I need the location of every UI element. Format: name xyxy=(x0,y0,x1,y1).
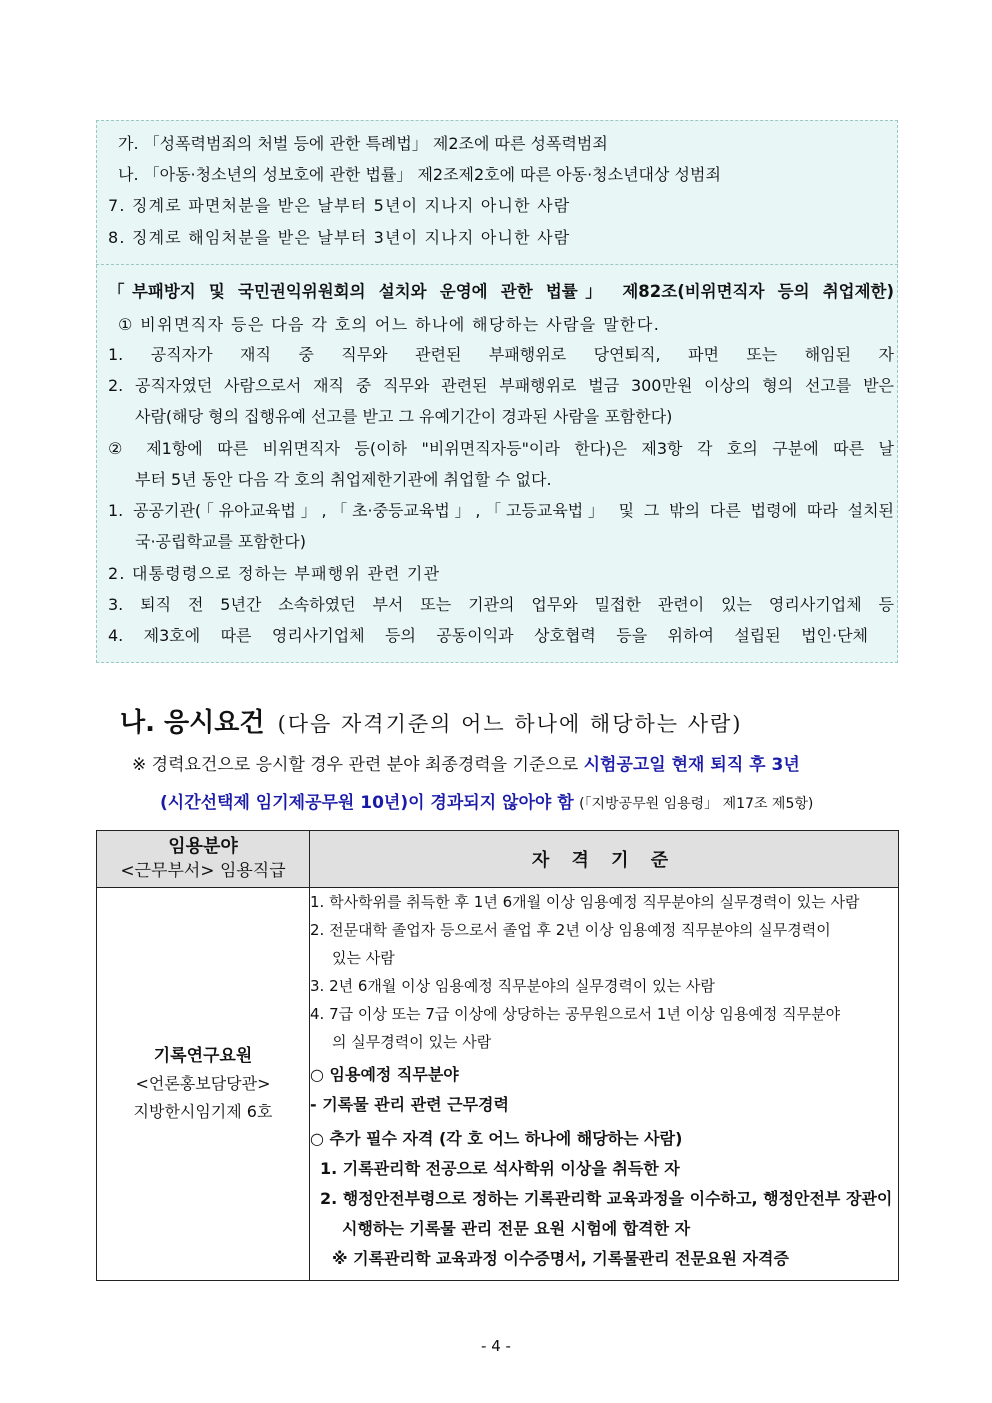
table-row xyxy=(97,888,899,1281)
law-item-p2: 2. 대통령령으로 정하는 부패행위 관련 기관 xyxy=(108,564,441,583)
extra-note: ※ 기록관리학 교육과정 이수증명서, 기록물관리 전문요원 자격증 xyxy=(332,1249,789,1268)
field-name: 기록연구요원 xyxy=(153,1046,253,1066)
law-item-1: 1. 공직자가 재직 중 직무와 관련된 부패행위로 당연퇴직, 파면 또는 해임된 자 xyxy=(108,345,894,364)
law-item-2: 2. 공직자였던 사람으로서 재직 중 직무와 관련된 부패행위로 벌금 300만원 이상의 형의 선고를 받은 xyxy=(108,376,894,395)
law-line-7: 7. 징계로 파면처분을 받은 날부터 5년이 지나지 아니한 사람 xyxy=(108,196,571,215)
law-line-na: 나. 「아동·청소년의 성보호에 관한 법률」 제2조제2호에 따른 아동·청소년대상 성범죄 xyxy=(118,165,721,184)
header-field xyxy=(97,831,310,888)
criteria-cell xyxy=(310,888,899,1281)
field-grade: 지방한시임기제 6호 xyxy=(133,1102,273,1121)
law-item-circle-2-cont: 부터 5년 동안 다음 각 호의 취업제한기관에 취업할 수 없다. xyxy=(135,470,552,489)
law-line-ga: 가. 「성폭력범죄의 처벌 등에 관한 특례법」 제2조에 따른 성폭력범죄 xyxy=(118,134,608,153)
law-line-8: 8. 징계로 해임처분을 받은 날부터 3년이 지나지 아니한 사람 xyxy=(108,228,571,247)
law-item-p3: 3. 퇴직 전 5년간 소속하였던 부서 또는 기관의 업무와 밀접한 관련이 있는 영리사기업체 등 xyxy=(108,595,894,614)
law-title: 「부패방지 및 국민권익위원회의 설치와 운영에 관한 법률」 제82조(비위면직자 등의 취업제한) xyxy=(108,282,894,301)
notice-prefix: ※ 경력요건으로 응시할 경우 관련 분야 최종경력을 기준으로 xyxy=(132,755,579,775)
field-dept: <언론홍보담당관> xyxy=(135,1074,271,1093)
notice-highlight-2: (시간선택제 임기제공무원 10년)이 경과되지 않아야 함 xyxy=(160,793,574,813)
criteria-item: 1. 학사학위를 취득한 후 1년 6개월 이상 임용예정 직무분야의 실무경력이 있는 사람 xyxy=(310,893,860,911)
law-item-p4: 4. 제3호에 따른 영리사기업체 등의 공동이익과 상호협력 등을 위하여 설립된 법인·단체 xyxy=(108,626,868,645)
header-criteria-title: 자 격 기 준 xyxy=(531,850,677,871)
section-subtitle: (다음 자격기준의 어느 하나에 해당하는 사람) xyxy=(277,712,743,736)
extra-item-2-cont: 시행하는 기록물 관리 전문 요원 시험에 합격한 자 xyxy=(342,1219,691,1238)
law-item-p1-cont: 국·공립학교를 포함한다) xyxy=(135,532,306,551)
table-header-row xyxy=(97,831,899,888)
criteria-item: 3. 2년 6개월 이상 임용예정 직무분야의 실무경력이 있는 사람 xyxy=(310,977,715,995)
requirements-table xyxy=(96,830,899,1281)
header-field-title: 임용분야 xyxy=(168,836,238,857)
field-cell xyxy=(97,888,310,1281)
duty-item: - 기록물 관리 관련 근무경력 xyxy=(310,1095,509,1114)
duty-heading: ○ 임용예정 직무분야 xyxy=(310,1065,459,1084)
section-title xyxy=(120,706,743,741)
header-field-sub: <근무부서> 임용직급 xyxy=(120,861,286,881)
criteria-item: 있는 사람 xyxy=(332,949,395,967)
extra-item-1: 1. 기록관리학 전공으로 석사학위 이상을 취득한 자 xyxy=(320,1159,680,1178)
header-criteria xyxy=(310,831,899,888)
extra-heading: ○ 추가 필수 자격 (각 호 어느 하나에 해당하는 사람) xyxy=(310,1129,683,1148)
law-item-p1: 1. 공공기관(「유아교육법」,「초·중등교육법」,「고등교육법」 및 그 밖의 다른 법령에 따라 설치된 xyxy=(108,501,894,520)
section-title-text: 나. 응시요건 xyxy=(120,708,265,738)
criteria-item: 의 실무경력이 있는 사람 xyxy=(332,1033,492,1051)
criteria-item: 2. 전문대학 졸업자 등으로서 졸업 후 2년 이상 임용예정 직무분야의 실무경력이 xyxy=(310,921,831,939)
law-item-2-cont: 사람(해당 형의 집행유예 선고를 받고 그 유예기간이 경과된 사람을 포함한다) xyxy=(135,407,673,426)
notice-highlight-1: 시험공고일 현재 퇴직 후 3년 xyxy=(583,755,800,775)
notice-line-2 xyxy=(160,791,813,816)
criteria-item: 4. 7급 이상 또는 7급 이상에 상당하는 공무원으로서 1년 이상 임용예정 직무분야 xyxy=(310,1005,841,1023)
page-number: - 4 - xyxy=(481,1337,511,1355)
notice-ref: (「지방공무원 임용령」 제17조 제5항) xyxy=(579,796,814,812)
notice-line-1 xyxy=(132,753,800,777)
law-item-circle-2: ② 제1항에 따른 비위면직자 등(이하 "비위면직자등"이라 한다)은 제3항 각 호의 구분에 따른 날 xyxy=(108,439,894,458)
law-item-circle-1: ① 비위면직자 등은 다음 각 호의 어느 하나에 해당하는 사람을 말한다. xyxy=(118,315,661,334)
extra-item-2: 2. 행정안전부령으로 정하는 기록관리학 교육과정을 이수하고, 행정안전부 장관이 xyxy=(320,1189,893,1208)
box-divider xyxy=(96,264,898,265)
